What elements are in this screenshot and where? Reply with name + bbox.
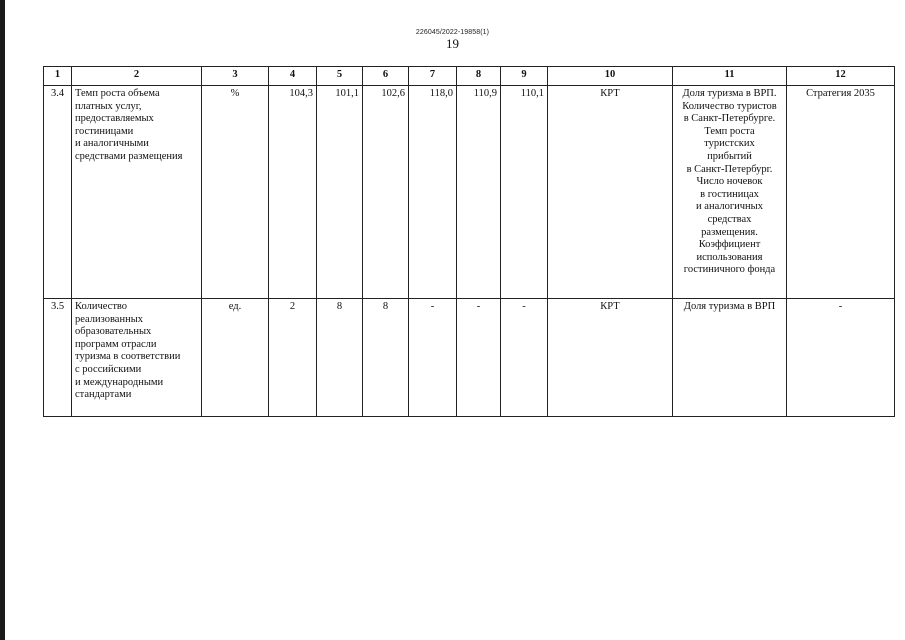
related-indicator-line: Доля туризма в ВРП. — [682, 88, 777, 99]
table-row — [44, 86, 895, 299]
indicator-name-line: с российскими — [75, 363, 142, 375]
value-cell: - — [409, 299, 457, 417]
header-row — [44, 67, 895, 86]
indicator-name-line: предоставляемых — [75, 113, 154, 125]
related-indicator-line: в Санкт-Петербург. — [686, 163, 773, 175]
value-cell: 110,1 — [501, 86, 548, 299]
source-cell: Стратегия 2035 — [787, 86, 895, 299]
related-indicator-line: Темп роста — [704, 125, 755, 137]
indicator-name-line: Темп роста объема — [75, 88, 160, 99]
indicator-name-line: и международными — [75, 376, 164, 388]
related-indicator-line: Коэффициент — [698, 239, 761, 251]
scan-left-edge — [0, 0, 5, 640]
unit-cell: ед. — [202, 299, 269, 417]
document-code: 226045/2022-19858(1) — [415, 29, 490, 36]
header-cell-2: 2 — [72, 67, 202, 86]
value-cell: - — [457, 299, 501, 417]
related-indicator-line: размещения. — [701, 226, 758, 238]
related-indicator-line: и аналогичных — [696, 201, 763, 213]
responsible-cell: КРТ — [548, 299, 673, 417]
page-number: 19 — [446, 36, 459, 51]
related-indicator-line: прибытий — [707, 150, 752, 162]
indicator-name-cell — [72, 86, 202, 299]
indicator-name-line: реализованных — [75, 313, 144, 325]
value-cell: 8 — [317, 299, 363, 417]
header-cell-1: 1 — [44, 67, 72, 86]
header-cell-5: 5 — [317, 67, 363, 86]
header-cell-8: 8 — [457, 67, 501, 86]
value-cell: 101,1 — [317, 86, 363, 299]
responsible-cell: КРТ — [548, 86, 673, 299]
indicator-name-line: образовательных — [75, 326, 152, 338]
value-cell: 104,3 — [269, 86, 317, 299]
row-number-cell: 3.5 — [44, 299, 72, 417]
header-cell-7: 7 — [409, 67, 457, 86]
indicator-name-line: Количество — [75, 301, 128, 312]
indicator-name-line: и аналогичными — [75, 138, 149, 150]
indicator-name-line: программ отрасли — [75, 338, 157, 350]
value-cell: 2 — [269, 299, 317, 417]
related-indicators-cell — [673, 86, 787, 299]
header-cell-9: 9 — [501, 67, 548, 86]
indicator-name-line: стандартами — [75, 389, 132, 401]
related-indicator-line: средствах — [707, 213, 752, 225]
related-indicator-line: в гостиницах — [700, 188, 759, 200]
related-indicator-line: туристских — [704, 138, 755, 150]
indicator-name-line: туризма в соответствии — [75, 351, 181, 363]
value-cell: 110,9 — [457, 86, 501, 299]
related-indicator-line: Количество туристов — [682, 100, 777, 112]
indicator-name-line: средствами размещения — [75, 150, 183, 162]
value-cell: - — [501, 299, 548, 417]
header-cell-11: 11 — [673, 67, 787, 86]
source-cell: - — [787, 299, 895, 417]
related-indicator-line: использования — [696, 251, 763, 263]
table-row — [44, 299, 895, 417]
indicator-name-cell — [72, 299, 202, 417]
value-cell: 118,0 — [409, 86, 457, 299]
related-indicator-line: в Санкт-Петербурге. — [683, 113, 776, 125]
related-indicators-cell — [673, 299, 787, 417]
unit-cell: % — [202, 86, 269, 299]
related-indicator-line: Число ночевок — [696, 176, 763, 188]
header-cell-3: 3 — [202, 67, 269, 86]
row-number-cell: 3.4 — [44, 86, 72, 299]
indicators-table — [43, 66, 895, 417]
header-cell-12: 12 — [787, 67, 895, 86]
header-cell-10: 10 — [548, 67, 673, 86]
related-indicator-line: гостиничного фонда — [683, 264, 776, 276]
related-indicator-line: Доля туризма в ВРП — [683, 301, 776, 312]
value-cell: 8 — [363, 299, 409, 417]
header-cell-6: 6 — [363, 67, 409, 86]
indicator-name-line: гостиницами — [75, 125, 134, 137]
value-cell: 102,6 — [363, 86, 409, 299]
indicator-name-line: платных услуг, — [75, 100, 142, 112]
header-cell-4: 4 — [269, 67, 317, 86]
